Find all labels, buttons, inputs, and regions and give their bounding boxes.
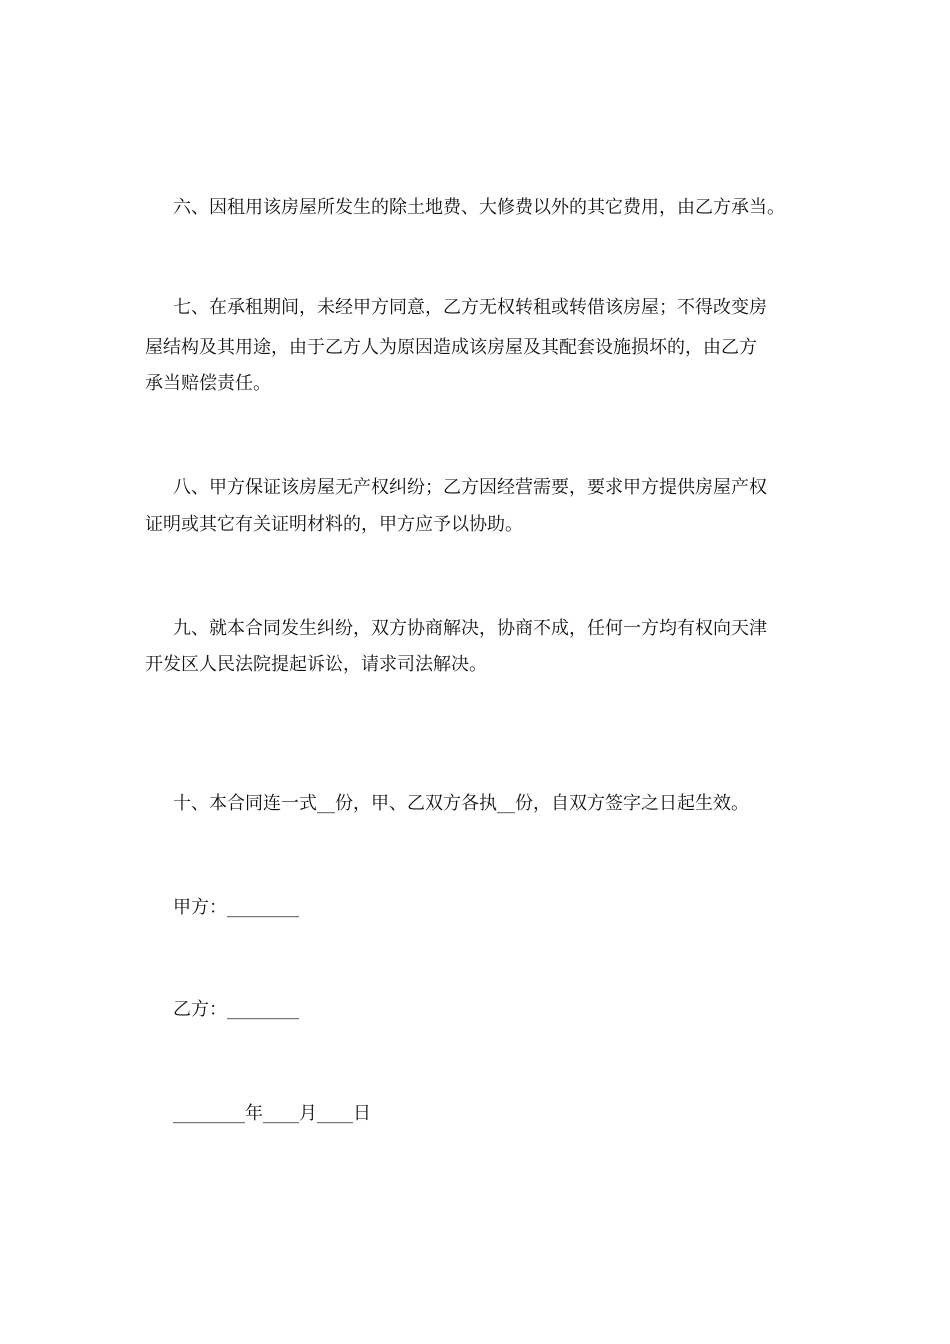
party-b-signature: 乙方：________ xyxy=(173,999,299,1020)
clause-8-line-2: 证明或其它有关证明材料的，甲方应予以协助。 xyxy=(145,514,523,535)
clause-7-line-1: 七、在承租期间，未经甲方同意，乙方无权转租或转借该房屋；不得改变房 xyxy=(173,297,767,318)
party-a-signature: 甲方：________ xyxy=(173,897,299,918)
clause-7-line-2: 屋结构及其用途，由于乙方人为原因造成该房屋及其配套设施损坏的，由乙方 xyxy=(145,337,757,358)
signing-date: ________年____月____日 xyxy=(173,1103,371,1124)
clause-9-line-2: 开发区人民法院提起诉讼，请求司法解决。 xyxy=(145,654,487,675)
clause-10-line-1: 十、本合同连一式__份，甲、乙双方各执__份，自双方签字之日起生效。 xyxy=(173,793,749,814)
clause-8-line-1: 八、甲方保证该房屋无产权纠纷；乙方因经营需要，要求甲方提供房屋产权 xyxy=(173,477,767,498)
clause-6-line-1: 六、因租用该房屋所发生的除土地费、大修费以外的其它费用，由乙方承当。 xyxy=(173,197,785,218)
clause-9-line-1: 九、就本合同发生纠纷，双方协商解决，协商不成，任何一方均有权向天津 xyxy=(173,618,767,639)
clause-7-line-3: 承当赔偿责任。 xyxy=(145,373,271,394)
